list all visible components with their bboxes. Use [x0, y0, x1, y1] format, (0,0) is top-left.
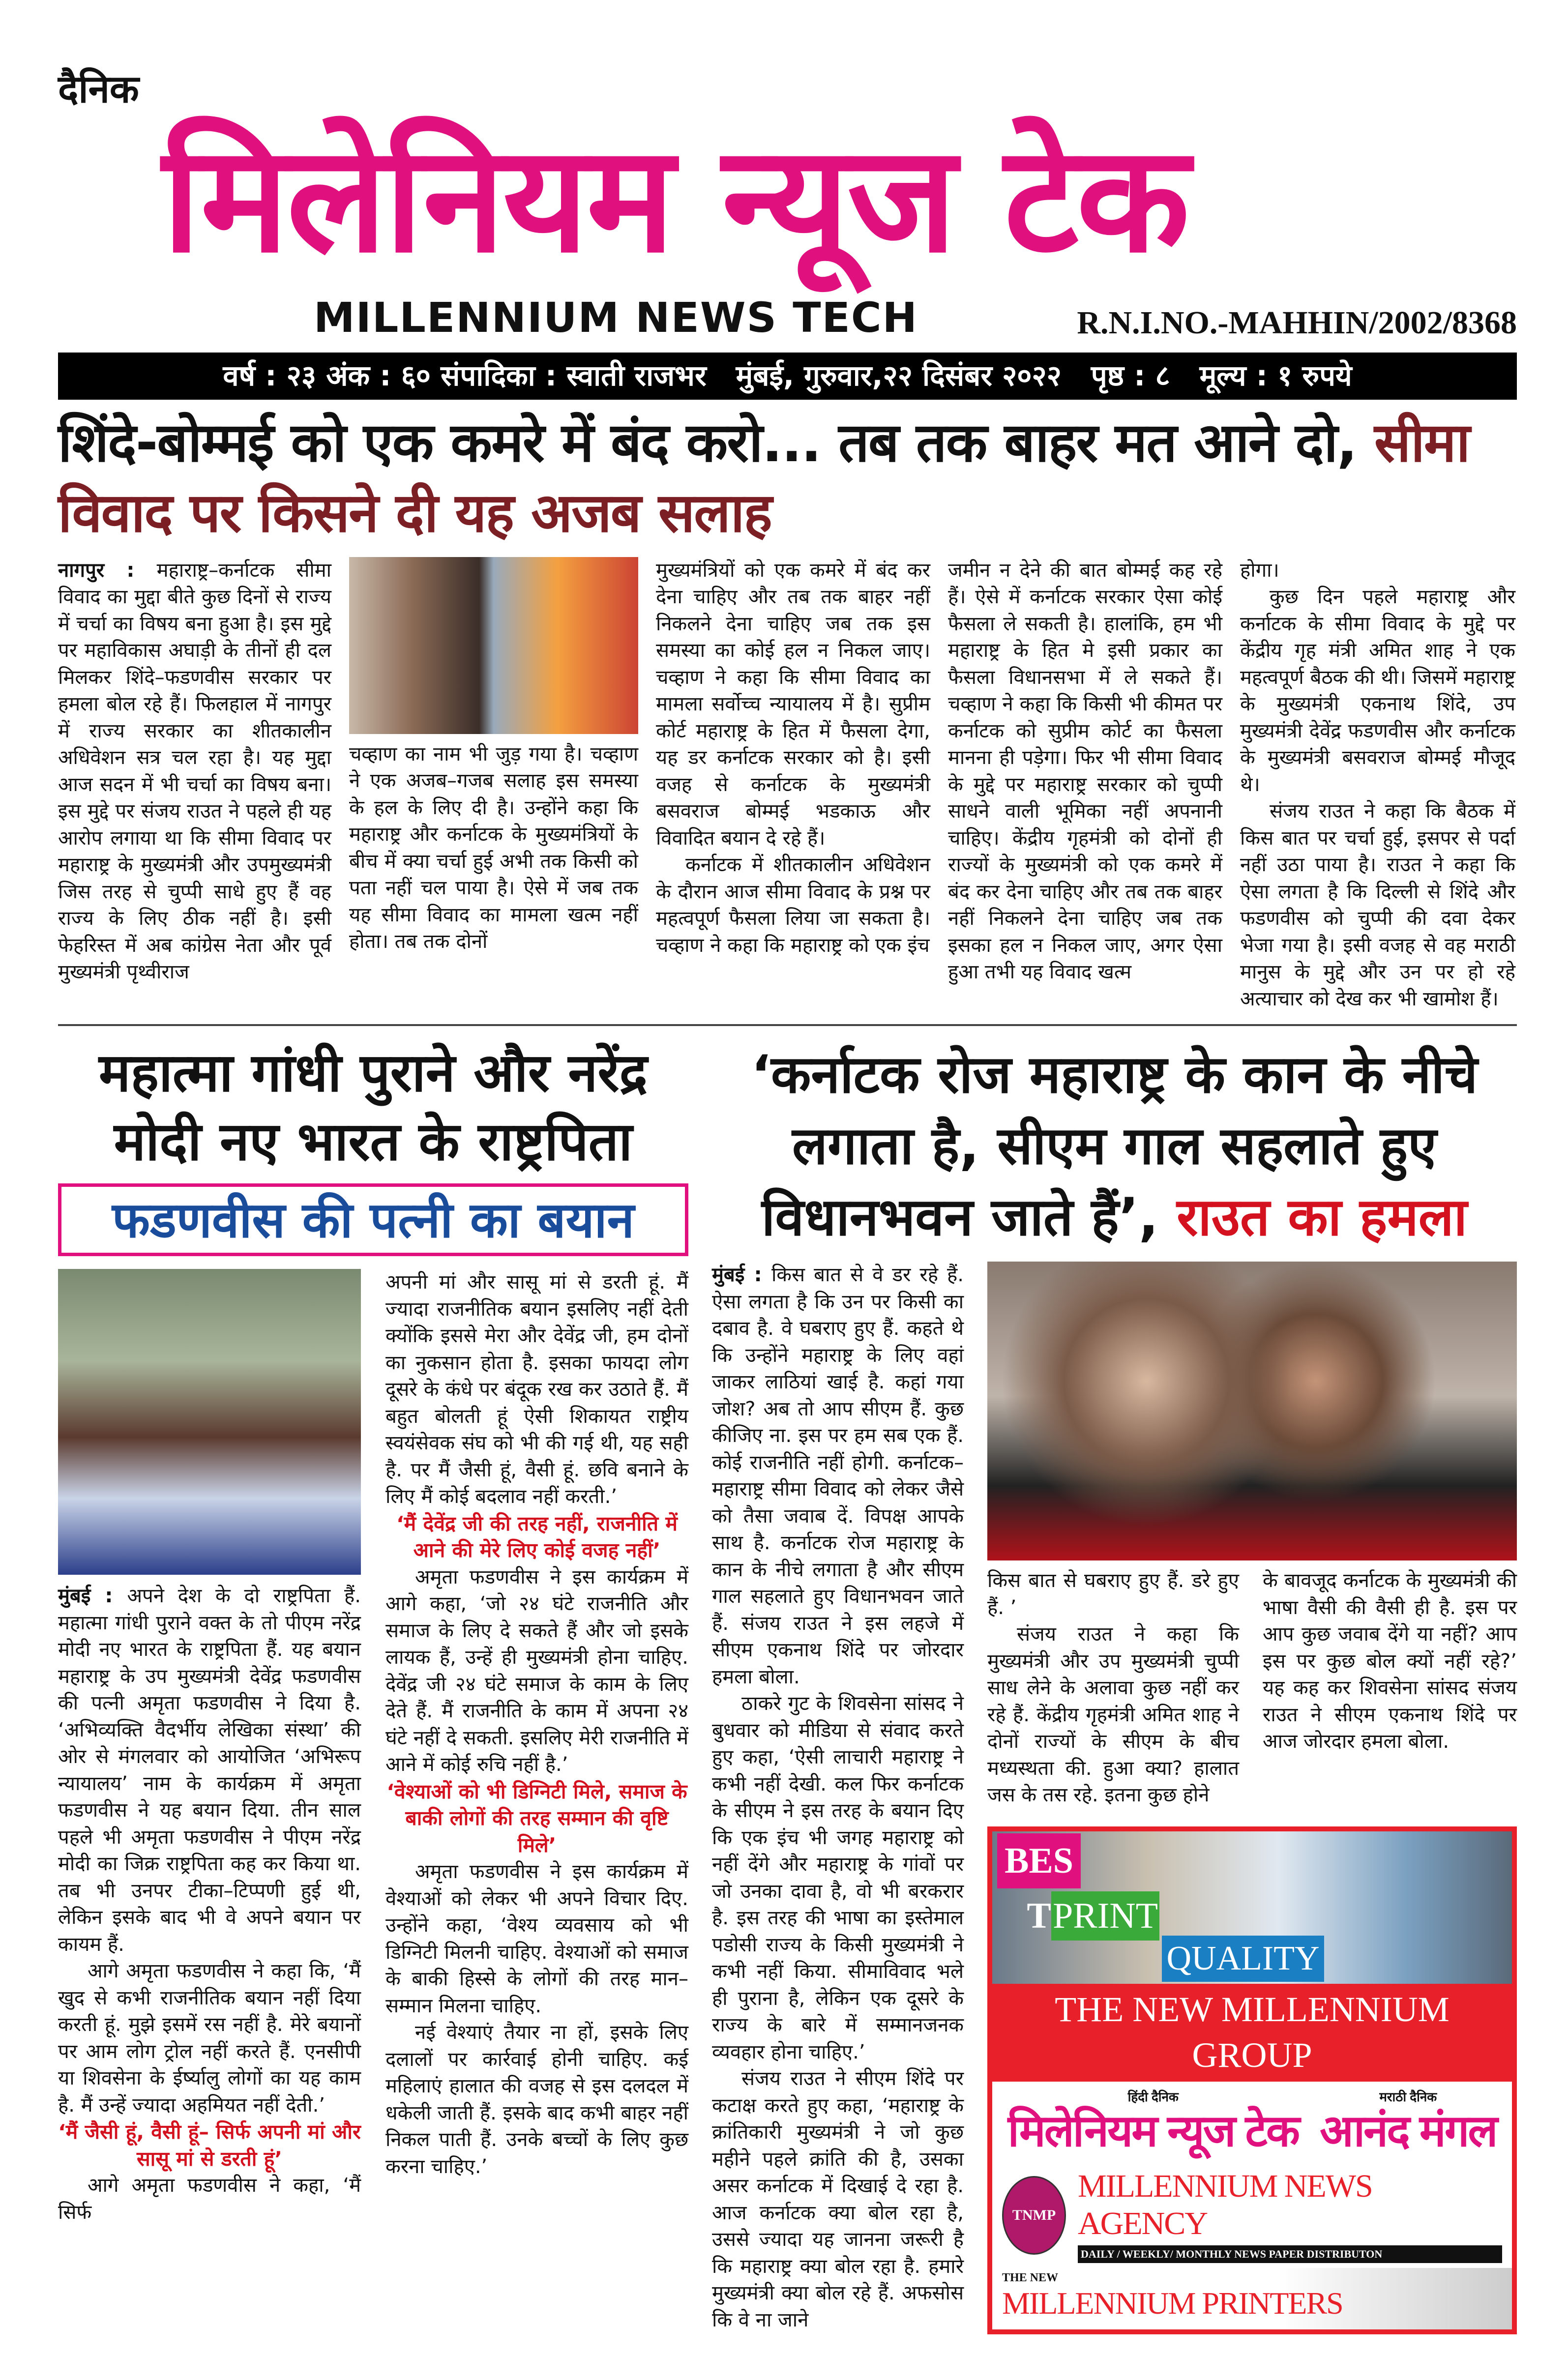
- paragraph: [385, 1858, 688, 2019]
- paragraph-text: चव्हाण का नाम भी जुड़ गया है। चव्हाण ने एक अजब–गजब सलाह इस समस्या के हल के लिए दी है। उन्होंने कहा कि महाराष्ट्र और कर्नाटक के मुख्यमंत्रियों के बीच में क्या चर्चा हुई अभी तक किसी को पता नहीं चल पाया है। ऐसे में जब तक यह सीमा विवाद का मामला खत्म नहीं होता। तब तक दोनों: [349, 742, 638, 953]
- paragraph: [385, 1564, 688, 1778]
- story2-headline: महात्मा गांधी पुराने और नरेंद्र मोदी नए भारत के राष्ट्रपिता: [99, 1042, 648, 1173]
- story1-column: [1240, 557, 1515, 1013]
- story1-photo-column: [349, 557, 638, 955]
- paragraph: [58, 1958, 361, 2119]
- ad-papers: [992, 2082, 1512, 2163]
- masthead-dainik: दैनिक: [58, 67, 139, 112]
- story1-column: [948, 557, 1222, 986]
- ad-agency-row: [992, 2163, 1512, 2268]
- story1-column: [656, 557, 930, 959]
- masthead-title: मिलेनियम न्यूज टेक: [162, 113, 1188, 285]
- story2-column: [58, 1583, 361, 2226]
- ad-marathi-paper: आनंद मंगल: [1320, 2106, 1497, 2156]
- paragraph: [58, 1583, 361, 1958]
- paragraph: [712, 2065, 964, 2333]
- story1-column: [58, 557, 331, 986]
- masthead-subrow: [58, 293, 1517, 343]
- headline-part: शिंदे-बोम्मई को एक कमरे में बंद करो... तब तक बाहर मत आने दो,: [58, 411, 1357, 474]
- ad-printers-logo: TNMP: [1002, 2176, 1066, 2255]
- paragraph-text: मुख्यमंत्रियों को एक कमरे में बंद कर देना चाहिए और तब तक बाहर नहीं निकलने देना चाहिए जब तक इस समस्या का कोई हल न निकल जाए। चव्हाण ने कहा कि सीमा विवाद का मामला सर्वोच्च न्यायालय में है। सुप्रीम कोर्ट महाराष्ट्र के हित में फैसला देगा, यह डर कर्नाटक सरकार को है। इसी वजह से कर्नाटक के मुख्यमंत्री बसवराज बोम्मई भडकाऊ और विवादित बयान दे रहे हैं।: [656, 559, 930, 850]
- story2-subhead: फडणवीस की पत्नी का बयान: [58, 1183, 688, 1256]
- ad-print-photo: [992, 1831, 1512, 1984]
- sanjay-raut-photo: [987, 1262, 1517, 1560]
- paragraph-text: आगे अमृता फडणवीस ने कहा कि, ‘मैं खुद से कभी राजनीतिक बयान नहीं दिया करती हूं. मुझे इसमें रस नहीं है. मेरे बयानों पर आम लोग ट्रोल नहीं करते हैं. एनसीपी या शिवसेना के ईर्ष्यालु लोगों का यह काम है. मैं उन्हें ज्यादा अहमियत नहीं देती.’: [58, 1960, 361, 2117]
- story3: [712, 1039, 1517, 2334]
- paragraph-text: संजय राउत ने कहा कि मुख्यमंत्री और उप मुख्यमंत्री चुप्पी साध लेने के अलावा कुछ नहीं कर रहे हैं. केंद्रीय गृहमंत्री अमित शाह ने दोनों राज्यों के सीएम के बीच मध्यस्थता की. हुआ क्या? हालात जस के तस रहे. इतना कुछ होने: [987, 1623, 1239, 1807]
- story1: [58, 557, 1517, 1013]
- paragraph: [385, 1269, 688, 1510]
- ad-hindi-paper: मिलेनियम न्यूज टेक: [1007, 2106, 1299, 2156]
- ad-printers-small: THE NEW: [1002, 2271, 1059, 2285]
- paragraph-text: ठाकरे गुट के शिवसेना सांसद ने बुधवार को मीडिया से संवाद करते हुए कहा, ‘ऐसी लाचारी महाराष्ट्र ने कभी नहीं देखी. कल फिर कर्नाटक के सीएम ने इस तरह के बयान दिए कि एक इंच भी जगह महाराष्ट्र को नहीं देंगे और महाराष्ट्र के गांवों पर जो उनका दावा है, वो भी बरकरार है. इस तरह की भाषा का इस्तेमाल पडोसी राज्य के किसी मुख्यमंत्री ने कभी नहीं किया. सीमाविवाद भले ही पुराना है, लेकिन एक दूसरे के राज्य के बारे में सम्मानजनक व्यवहार होना चाहिए.’: [712, 1692, 964, 2063]
- paragraph-text: महाराष्ट्र–कर्नाटक सीमा विवाद का मुद्दा बीते कुछ दिनों से राज्य में चर्चा का विषय बना हुआ है। इस मुद्दे पर महाविकास अघाड़ी के तीनों ही दल मिलकर शिंदे–फडणवीस सरकार पर हमला बोल रहे हैं। फिलहाल में नागपुर में राज्य सरकार का शीतकालीन अधिवेशन सत्र चल रहा है। यह मुद्दा आज सदन में भी चर्चा का विषय बना। इस मुद्दे पर संजय राउत ने पहले ही यह आरोप लगाया था कि सीमा विवाद पर महाराष्ट्र के मुख्यमंत्री और उपमुख्यमंत्री जिस तरह से चुप्पी साधे हुए हैं वह राज्य के लिए ठीक नहीं है। इसी फेहरिस्त में अब कांग्रेस नेता और पूर्व मुख्यमंत्री पृथ्वीराज: [58, 559, 331, 984]
- paragraph-text: संजय राउत ने कहा कि बैठक में किस बात पर चर्चा हुई, इसपर से पर्दा नहीं उठा पाया है। राउत ने कहा कि ऐसा लगता है कि दिल्ली से शिंदे और फडणवीस को चुप्पी की दवा देकर भेजा गया है। इसी वजह से वह मराठी मानुस के मुद्दे और उन पर हो रहे अत्याचार को देख कर भी खामोश हैं।: [1240, 800, 1515, 1010]
- story1-column: [349, 741, 638, 955]
- paragraph: [948, 557, 1222, 986]
- paragraph-text: किस बात से घबराए हुए हैं. डरे हुए हैं. ’: [987, 1569, 1239, 1619]
- paragraph: [712, 1262, 964, 1690]
- paragraph-text: आगे अमृता फडणवीस ने कहा, ‘मैं सिर्फ: [58, 2174, 361, 2224]
- ad-quality: QUALITY: [1162, 1936, 1324, 1982]
- story3-column: [1263, 1567, 1517, 1755]
- story3-right: [987, 1262, 1517, 2334]
- story3-column: [712, 1262, 964, 2333]
- ad-print: PRINT: [1051, 1891, 1159, 1941]
- paragraph: [1263, 1567, 1517, 1755]
- paragraph-text: नई वेश्याएं तैयार ना हों, इसके लिए दलालों पर कार्रवाई होनी चाहिए. कई महिलाएं हालात की वजह से इस दलदल में धकेली जाती हैं. इसके बाद कभी बाहर नहीं निकल पाती हैं. उनके बच्चों के लिए कुछ करना चाहिए.’: [385, 2021, 688, 2178]
- story2-body: [58, 1269, 688, 2226]
- politicians-photo: [349, 557, 638, 734]
- divider: [58, 1024, 1517, 1026]
- new-millennium-group-ad: [987, 1826, 1517, 2334]
- ad-group: THE NEW MILLENNIUM GROUP: [992, 1984, 1512, 2082]
- pull-quote: [385, 1778, 688, 1859]
- story3-subcolumns: [987, 1567, 1517, 1809]
- paragraph: [1240, 584, 1515, 798]
- headline-part: ‘कर्नाटक रोज महाराष्ट्र के कान के नीचे लगाता है, सीएम गाल सहलाते हुए विधानभवन जाते हैं’,: [751, 1044, 1478, 1248]
- paragraph: [712, 1690, 964, 2065]
- issue-date: मुंबई, गुरुवार,२२ दिसंबर २०२२: [736, 358, 1062, 392]
- paragraph-text: ‘मैं देवेंद्र जी की तरह नहीं, राजनीति में आने की मेरे लिए कोई वजह नहीं’: [396, 1511, 678, 1562]
- ad-hindi-label: हिंदी दैनिक: [1127, 2089, 1179, 2104]
- masthead-english: MILLENNIUM NEWS TECH: [314, 293, 918, 342]
- paragraph: [1240, 798, 1515, 1012]
- paragraph-text: किस बात से वे डर रहे हैं. ऐसा लगता है कि उन पर किसी का दबाव है. वे घबराए हुए हैं. कहते थे कि उन्होंने महाराष्ट्र के लिए वहां जाकर लाठियां खाई है. कहां गया जोश? अब तो आप सीएम हैं. कुछ कीजिए ना. इस पर हम सब एक हैं. कोई राजनीति नहीं होगी. कर्नाटक–महाराष्ट्र सीमा विवाद को लेकर जैसे को तैसा जवाब दें. विपक्ष आपके साथ है. कर्नाटक रोज महाराष्ट्र के कान के नीचे लगाता है और सीएम गाल सहलाते हुए विधानभवन जाते हैं. संजय राउत ने इस लहजे में सीएम एकनाथ शिंदे पर जोरदार हमला बोला.: [712, 1264, 964, 1688]
- masthead: [58, 0, 1517, 343]
- ad-printers: MILLENNIUM PRINTERS: [1002, 2286, 1343, 2321]
- paragraph-text: ‘वेश्याओं को भी डिग्निटी मिले, समाज के बाकी लोगों की तरह सम्मान की वृष्टि मिले’: [386, 1779, 687, 1857]
- price: मूल्य : १ रुपये: [1199, 358, 1352, 392]
- paragraph: [987, 1621, 1239, 1809]
- paragraph: [385, 2019, 688, 2180]
- pull-quote: [385, 1510, 688, 1564]
- ad-best: BEST: [997, 1833, 1081, 1888]
- amruta-fadnavis-photo: [58, 1269, 361, 1575]
- paragraph: [987, 1567, 1239, 1621]
- story2-column: [385, 1269, 688, 2180]
- story3-headline: [712, 1039, 1517, 1253]
- paragraph-text: ‘मैं जैसी हूं, वैसी हूं– सिर्फ अपनी मां और सासू मां से डरती हूं’: [58, 2120, 361, 2171]
- paragraph-text: जमीन न देने की बात बोम्मई कह रहे हैं। ऐसे में कर्नाटक सरकार ऐसा कोई फैसला ले सकती है। हालांकि, हम भी महाराष्ट्र के हित मे इसी प्रकार का फैसला विधानसभा में ले सकते हैं। चव्हाण ने कहा कि किसी भी कीमत पर कर्नाटक को सुप्रीम कोर्ट का फैसला मानना ही पड़ेगा। फिर भी सीमा विवाद के मुद्दे पर महाराष्ट्र सरकार को चुप्पी साधने वाली भूमिका नहीं अपनानी चाहिए। केंद्रीय गृहमंत्री को दोनों ही राज्यों के मुख्यमंत्री को एक कमरे में बंद कर देना चाहिए और तब तक बाहर नहीं निकलने देना चाहिए जब तक इसका हल न निकल जाए, अगर ऐसा हुआ तभी यह विवाद खत्म: [948, 559, 1222, 984]
- story2-photo-column: [58, 1269, 361, 2226]
- paragraph-text: अमृता फडणवीस ने इस कार्यक्रम में वेश्याओं को लेकर भी अपने विचार दिए. उन्होंने कहा, ‘वेश्य व्यवसाय को भी डिग्निटी मिलनी चाहिए. वेश्याओं को समाज के बाकी हिस्से के लोगों की तरह मान–सम्मान मिलना चाहिए.: [385, 1860, 688, 2017]
- paragraph: [58, 557, 331, 986]
- dateline: नागपुर :: [58, 559, 157, 582]
- ad-agency-tagline: DAILY / WEEKLY/ MONTHLY NEWS PAPER DISTRIBUTON: [1078, 2245, 1502, 2264]
- story3-body: [712, 1262, 1517, 2334]
- paragraph: [58, 2172, 361, 2226]
- paragraph-text: अपनी मां और सासू मां से डरती हूं. मैं ज्यादा राजनीतिक बयान इसलिए नहीं देती क्योंकि इससे मेरा और देवेंद्र जी, हम दोनों का नुकसान होता है. इसका फायदा लोग दूसरे के कंधे पर बंदूक रख कर उठाते हैं. मैं बहुत बोलती हूं ऐसी शिकायत राष्ट्रीय स्वयंसेवक संघ को भी की गई थी, यह सही है. पर मैं जैसी हूं, वैसी हूं. छवि बनाने के लिए मैं कोई बदलाव नहीं करती.’: [385, 1271, 688, 1508]
- ad-hindi-paper-block: [1008, 2089, 1299, 2158]
- rni-number: R.N.I.NO.-MAHHIN/2002/8368: [1077, 305, 1517, 341]
- dateline: मुंबई :: [712, 1264, 771, 1287]
- story2: [58, 1039, 688, 2226]
- story3-column: [987, 1567, 1239, 1809]
- paragraph-text: कुछ दिन पहले महाराष्ट्र और कर्नाटक के सीमा विवाद के मुद्दे पर केंद्रीय गृह मंत्री अमित शाह ने एक महत्वपूर्ण बैठक की थी। जिसमें महाराष्ट्र के मुख्यमंत्री एकनाथ शिंदे, उप मुख्यमंत्री देवेंद्र फडणवीस और कर्नाटक के मुख्यमंत्री बसवराज बोम्मई मौजूद थे।: [1240, 586, 1515, 796]
- paragraph-text: अमृता फडणवीस ने इस कार्यक्रम में आगे कहा, ‘जो २४ घंटे राजनीति और समाज के लिए दे सकते हैं और जो इसके लायक हैं, उन्हें ही मुख्यमंत्री होना चाहिए. देवेंद्र जी २४ घंटे समाज के काम के लिए देते हैं. मैं राजनीति के काम में अपना २४ घंटे नहीं दे सकती. इसलिए मेरी राजनीति में आने में कोई रुचि नहीं है.’: [385, 1565, 688, 1776]
- lead-headline: [58, 408, 1517, 548]
- issue-info: वर्ष : २३ अंक : ६० संपादिका : स्वाती राजभर: [223, 358, 707, 392]
- paragraph: [656, 557, 930, 852]
- dateline: मुंबई :: [58, 1585, 127, 1608]
- paragraph-text: के बावजूद कर्नाटक के मुख्यमंत्री की भाषा वैसी की वैसी ही है. इस पर आप कुछ जवाब देंगे या नहीं? आप इस पर कुछ बोल क्यों नहीं रहे?’ यह कह कर शिवसेना सांसद संजय राउत ने सीएम एकनाथ शिंदे पर आज जोरदार हमला बोला.: [1263, 1569, 1517, 1753]
- ad-printers-block: [992, 2268, 1512, 2329]
- pull-quote: [58, 2119, 361, 2172]
- page-number: पृष्ठ : ८: [1091, 358, 1170, 392]
- paragraph-text: संजय राउत ने सीएम शिंदे पर कटाक्ष करते हुए कहा, ‘महाराष्ट्र के क्रांतिकारी मुख्यमंत्री ने जो कुछ महीने पहले क्रांति की है, उसका असर कर्नाटक में दिखाई दे रहा है. आज कर्नाटक क्या बोल रहा है, उससे ज्यादा यह जानना जरूरी है कि महाराष्ट्र क्या बोल रहा है. हमारे मुख्यमंत्री क्या बोल रहे हैं. अफसोस कि वे ना जाने: [712, 2067, 964, 2331]
- paragraph-text: अपने देश के दो राष्ट्रपिता हैं. महात्मा गांधी पुराने वक्त के तो पीएम नरेंद्र मोदी नए भारत के राष्ट्रपिता हैं. यह बयान महाराष्ट्र के उप मुख्यमंत्री देवेंद्र फडणवीस की पत्नी अमृता फडणवीस ने दिया है. ‘अभिव्यक्ति वैदर्भीय लेखिका संस्था’ की ओर से मंगलवार को आयोजित ‘अभिरूप न्यायालय’ नाम के कार्यक्रम में अमृता फडणवीस ने यह बयान दिया. तीन साल पहले भी अमृता फडणवीस ने पीएम नरेंद्र मोदी का जिक्र राष्ट्रपिता कह कर किया था. तब भी उनपर टीका–टिप्पणी हुई थी, लेकिन इसके बाद भी वे अपने बयान पर कायम हैं.: [58, 1585, 361, 1956]
- lower-section: [58, 1039, 1517, 2334]
- headline-highlight: राउत का हमला: [1158, 1187, 1468, 1248]
- paragraph-text: होगा।: [1240, 559, 1279, 582]
- ad-agency-block: [1078, 2168, 1502, 2263]
- paragraph: [349, 741, 638, 955]
- headline-highlight: सीमा विवाद पर किसने दी यह अजब सलाह: [58, 411, 1470, 544]
- paragraph: [1240, 557, 1515, 584]
- info-bar: [58, 353, 1517, 400]
- ad-marathi-label: मराठी दैनिक: [1379, 2089, 1437, 2104]
- ad-marathi-paper-block: [1320, 2089, 1496, 2158]
- paragraph: [656, 852, 930, 959]
- paragraph-text: कर्नाटक में शीतकालीन अधिवेशन के दौरान आज सीमा विवाद के प्रश्न पर महत्वपूर्ण फैसला लिया जा सकता है। चव्हाण ने कहा कि महाराष्ट्र को एक इंच: [656, 853, 930, 957]
- ad-agency: MILLENNIUM NEWS AGENCY: [1078, 2168, 1372, 2241]
